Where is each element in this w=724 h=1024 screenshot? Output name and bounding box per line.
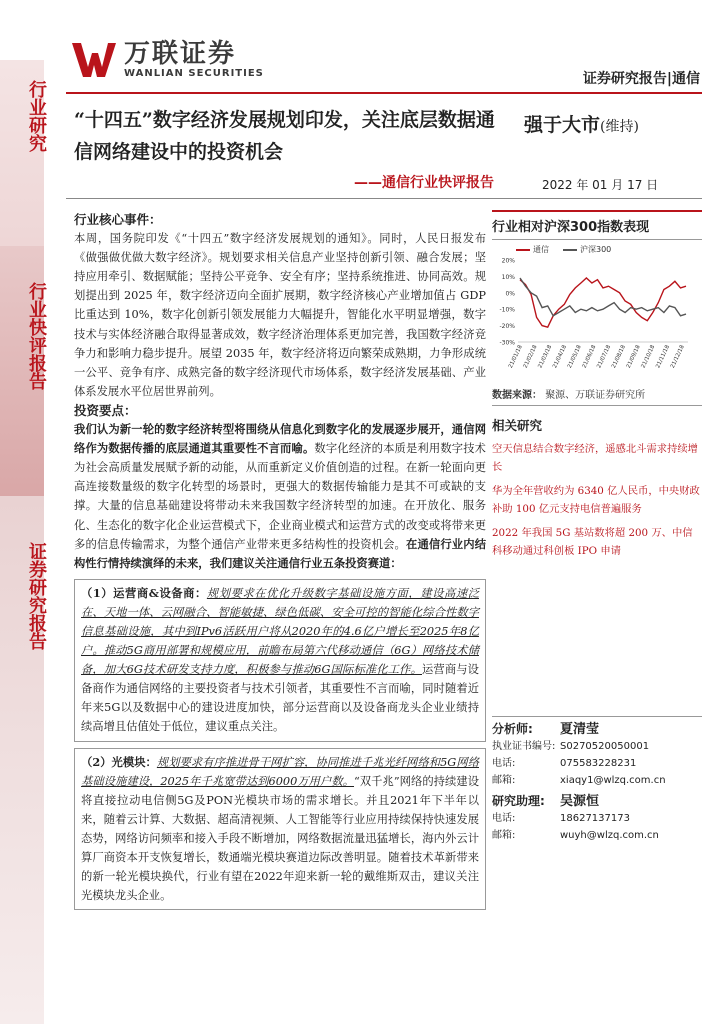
y-tick-label: -20% <box>499 323 515 331</box>
legend-item-csi300: 沪深300 <box>563 244 611 255</box>
header-rule <box>66 92 702 94</box>
sidebar-label-securities-report: 证券研究报告 <box>26 542 47 650</box>
track-1-label: （1）运营商&设备商： <box>81 585 207 600</box>
track-1-policy: 规划要求在优化升级数字基础设施方面，建设高速泛在、天地一体、云网融合、智能敏捷、绿色低碳、安全可控的智能化综合性数字信息基础设施，其中到IPv6活跃用户将从2020年的4.6亿户增长至2025年8亿户。推动5G商用部署和规模应用，前瞻布局第六代移动通信（6G）网络技术储备，加大6G技术研发支持力度，积极参与推动6G国际标准化工作。 <box>81 586 479 677</box>
phone-row: 电话: 075583228231 <box>492 758 637 769</box>
analyst-name: 夏清莹 <box>560 722 600 737</box>
report-subtitle: ——通信行业快评报告 <box>354 175 494 191</box>
y-tick-label: 20% <box>501 257 515 265</box>
x-tick-label: 21/08/18 <box>611 344 627 370</box>
related-item[interactable]: 华为全年营收约为 6340 亿人民币，中央财政补助 100 亿元支持电信普遍服务 <box>492 485 700 515</box>
email-row: 邮箱: xiaqy1@wlzq.com.cn <box>492 772 702 789</box>
report-type-label: 证券研究报告|通信 <box>582 71 700 87</box>
related-item[interactable]: 2022 年我国 5G 基站数将超 200 万、中信科移动通过科创板 IPO 申请 <box>492 527 693 557</box>
main-content <box>74 210 486 910</box>
related-item[interactable]: 空天信息结合数字经济，遥感北斗需求持续增长 <box>492 443 698 473</box>
chart-source: 数据来源： 聚源、万联证券研究所 <box>492 386 702 406</box>
chart-svg <box>492 242 702 382</box>
cert-row: 执业证书编号: S0270520050001 <box>492 741 650 752</box>
related-research-title: 相关研究 <box>492 418 543 433</box>
x-tick-label: 21/01/18 <box>507 344 524 370</box>
chart-legend <box>516 244 611 255</box>
assistant-phone-row: 电话: 18627137173 <box>492 813 630 824</box>
y-tick-label: 0% <box>505 290 515 298</box>
x-tick-label: 21/07/18 <box>596 344 613 370</box>
assistant-email[interactable]: wuyh@wlzq.com.cn <box>560 830 659 841</box>
track-2-policy: 规划要求有序推进骨干网扩容，协同推进千兆光纤网络和5G网络基础设施建设，2025年千兆宽带达到6000万用户数。 <box>81 755 479 788</box>
event-paragraph: 本周，国务院印发《“十四五”数字经济发展规划的通知》。同时，人民日报发布《做强做优做大数字经济》。规划要求相关信息产业坚持创新引领、融合发展；坚持应用牵引、数据赋能；坚持公平竞争、安全有序；坚持系统推进、协同高效。规划提出到 2025 年，数字经济迈向全面扩展期，数字经济核心产业增加值占 GDP 比重达到 10%，数字化创新引领发展能力大幅提升，智能化水平明显增强，数字技术与实体经济融合取得显著成效，数字经济治理体系更加完善，我国数字经济竞争力和影响力稳步提升。展望 2035 年，数字经济将迈向繁荣成熟期，力争形成统一公平、竞争有序、成熟完备的数字经济现代市场体系，数字经济发展基础、产业体系发展水平位居世界前列。 <box>74 232 486 398</box>
right-column <box>492 210 702 560</box>
event-section-title: 行业核心事件： <box>74 212 162 227</box>
x-tick-label: 21/11/18 <box>655 344 672 370</box>
x-tick-label: 21/10/18 <box>640 344 657 370</box>
x-tick-label: 21/05/18 <box>566 344 583 370</box>
x-tick-label: 21/03/18 <box>537 344 554 370</box>
assistant-row: 研究助理: 吴源恒 <box>492 794 600 809</box>
sidebar-label-quick-review: 行业快评报告 <box>26 282 47 390</box>
track-box-operators <box>74 579 486 742</box>
y-tick-label: -30% <box>499 339 515 347</box>
rating-main: 强于大市 <box>524 114 601 136</box>
analyst-info <box>492 716 702 844</box>
x-tick-label: 21/04/18 <box>552 344 568 370</box>
report-title: “十四五”数字经济发展规划印发，关注底层数据通信网络建设中的投资机会 <box>74 109 495 163</box>
sidebar-label-industry-research: 行业研究 <box>26 80 47 152</box>
x-tick-label: 21/09/18 <box>625 344 642 370</box>
analyst-row: 分析师: 夏清莹 <box>492 722 600 737</box>
advice-section-title: 投资要点： <box>74 402 137 418</box>
advice-paragraph <box>74 420 486 573</box>
assistant-name: 吴源恒 <box>560 794 600 809</box>
wanlian-logo-icon <box>72 43 116 77</box>
analyst-email[interactable]: xiaqy1@wlzq.com.cn <box>560 775 666 786</box>
track-2-text: “双千兆”网络的持续建设将直接拉动电信侧5G及PON光模块市场的需求增长。并且2021年下半年以来，随着云计算、大数据、超高清视频、人工智能等行业应用持续保持快速发展态势，网络访问频率和接入手段不断增加，网络数据流量迅猛增长，海内外云计算厂商资本开支恢复增长，数通端光模块赛道边际改善明显。随着技术革新带来的新一轮光模块换代，行业有望在2022年迎来新一轮的戴维斯双击，建议关注光模块龙头企业。 <box>81 774 479 903</box>
title-divider <box>66 198 702 199</box>
advice-bold-lead: 我们认为新一轮的数字经济转型将围绕从信息化到数字化的发展逐步展开，通信网络作为数据传播的底层通道其重要性不言而喻。 <box>74 422 486 456</box>
advice-bold-tail: 在通信行业内结构性行情持续演绎的未来，我们建议关注通信行业五条投资赛道： <box>74 536 486 570</box>
x-tick-label: 21/12/18 <box>669 344 686 370</box>
advice-body: 数字化经济的本质是利用数字技术为社会高质量发展赋予新的动能，从而重新定义价值创造的过程。在新一轮面向更高连接数量级的数字化转型的场景时，更强大的数据传输能力是其不可或缺的支撑。大量的信息基础建设将带动未来我国数字经济转型的加速。在开放化、服务化、生态化的数字化企业运营模式下，企业商业模式和运营方式的改变或将带来更多的信息传输需求，为整个通信产业带来更多结构性的投资机会。 <box>74 442 486 551</box>
series-line-telecom <box>520 278 686 327</box>
assistant-email-row: 邮箱: wuyh@wlzq.com.cn <box>492 827 702 844</box>
company-logo <box>72 40 264 79</box>
industry-rating <box>524 110 639 137</box>
left-sidebar <box>0 0 47 1024</box>
rating-note: (维持) <box>600 119 639 135</box>
report-date: 2022 年 01 月 17 日 <box>542 178 659 192</box>
x-tick-label: 21/06/18 <box>581 344 598 370</box>
performance-chart <box>492 242 702 382</box>
logo-english-name: WANLIAN SECURITIES <box>124 68 264 79</box>
y-tick-label: 10% <box>501 273 515 281</box>
legend-item-telecom: 通信 <box>516 244 549 255</box>
x-tick-label: 21/02/18 <box>522 344 539 370</box>
track-1-text: 运营商与设备商作为通信网络的主要投资者与技术引领者，其重要性不言而喻，同时随着近年来5G以及数据中心的建设进度加快，部分运营商以及设备商龙头企业业绩持续高增且估值处于低位，建议重点关注。 <box>81 663 479 734</box>
chart-title: 行业相对沪深300指数表现 <box>492 210 702 240</box>
y-tick-label: -10% <box>499 306 515 314</box>
track-2-label: （2）光模块： <box>81 754 157 769</box>
logo-chinese-name: 万联证券 <box>124 39 237 69</box>
track-box-optical-modules <box>74 748 486 911</box>
